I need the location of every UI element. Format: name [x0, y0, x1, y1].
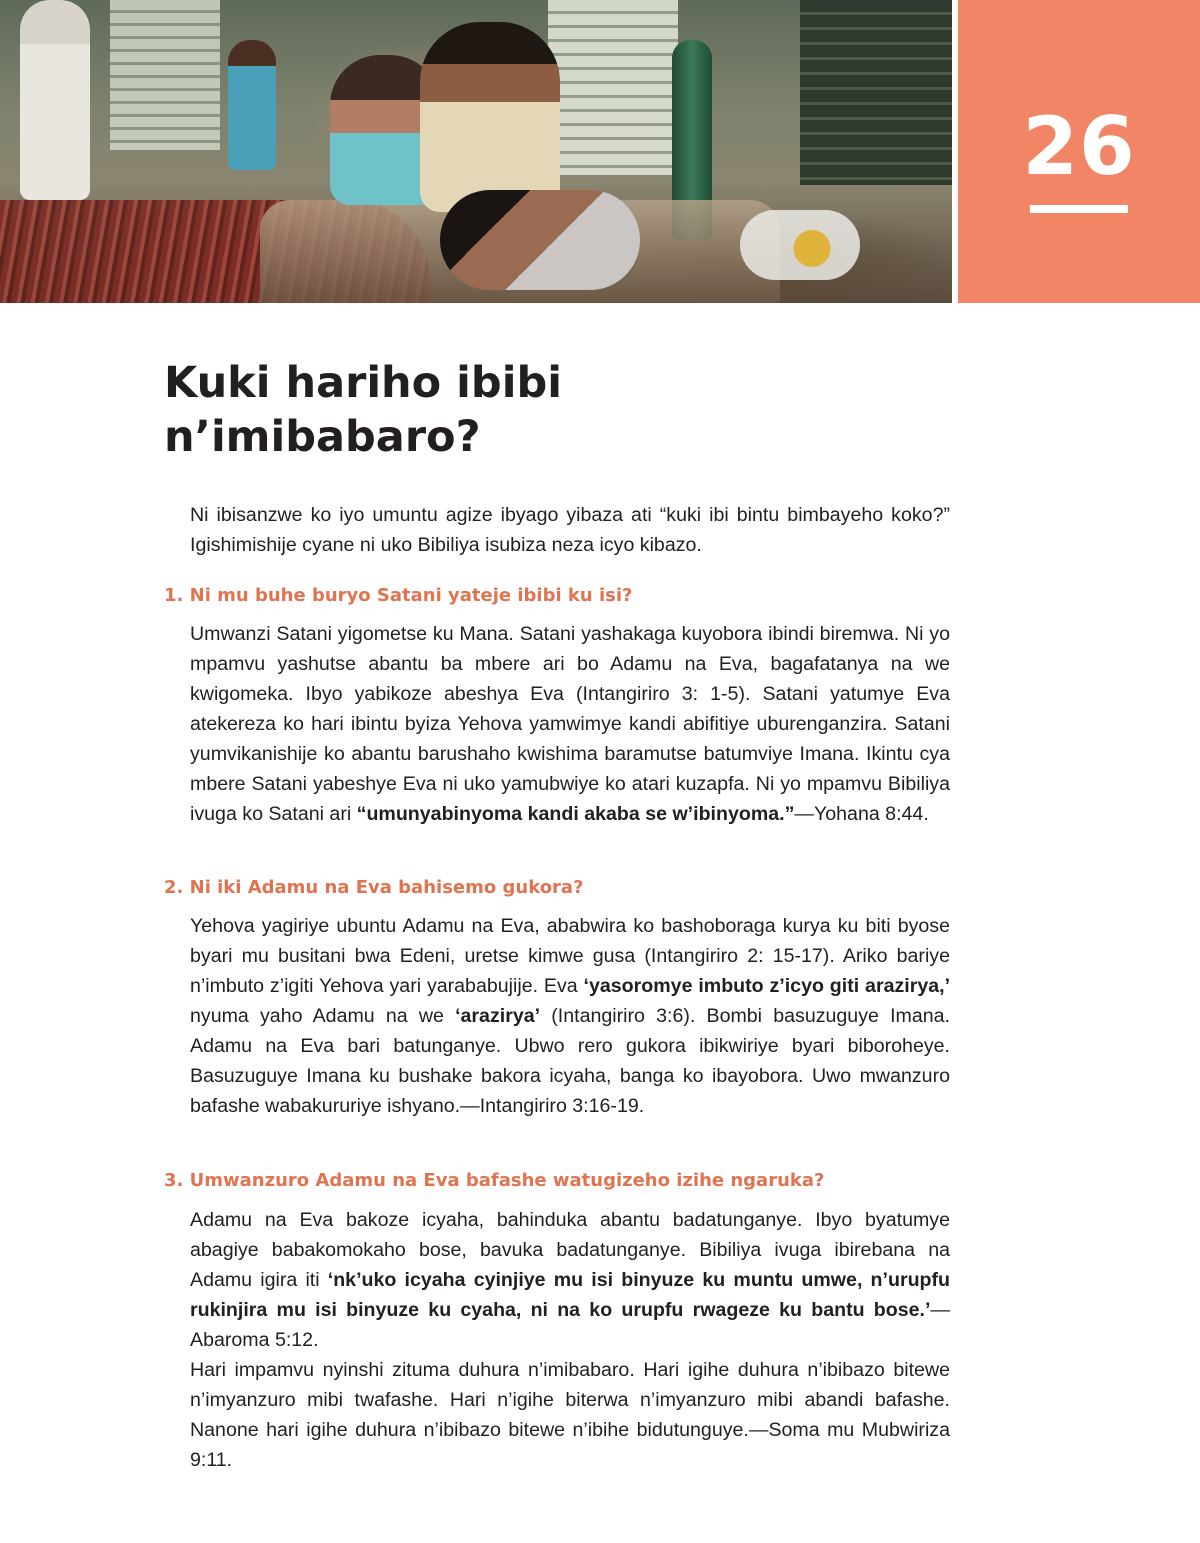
header-photo	[0, 0, 952, 303]
plastic-bag	[740, 210, 860, 280]
paragraph-text: Yehova yagiriye ubuntu Adamu na Eva, ababwira ko bashoboraga kurya ku biti byose byari mu busitani bwa Edeni, uretse kimwe gusa (Intangiriro 2: 15-17). Ariko bariye n’imbuto z’igiti Yehova yari yarababujije. Eva	[190, 915, 950, 997]
section-2-paragraph	[190, 911, 950, 1121]
section-3-paragraph-1	[190, 1205, 950, 1355]
question-2-heading: 2. Ni iki Adamu na Eva bahisemo gukora?	[164, 877, 584, 898]
chapter-badge	[958, 0, 1200, 303]
paragraph-text: Umwanzi Satani yigometse ku Mana. Satani yashakaga kuyobora ibindi biremwa. Ni yo mpamvu yashutse abantu ba mbere ari bo Adamu na Eva, bagafatanya na we kwigomeka. Ibyo yabikoze abeshya Eva (Intangiriro 3: 1-5). Satani yatumye Eva atekereza ko hari ibintu byiza Yehova yamwimye kandi abifitiye uburenganzira. Satani yumvikanishije ko abantu barushaho kwishima baramutse batumviye Imana. Ikintu cya mbere Satani yabeshye Eva ni uko yamubwiye ko atari kuzapfa. Ni yo mpamvu Bibiliya ivuga ko Satani ari	[190, 623, 950, 825]
page-title-line-1: Kuki hariho ibibi	[164, 358, 562, 408]
window-shutter	[800, 0, 952, 185]
page-title-line-2: n’imibabaro?	[164, 412, 481, 462]
section-3-paragraph-2: Hari impamvu nyinshi zituma duhura n’imibabaro. Hari igihe duhura n’ibibazo bitewe n’imyanzuro mibi twafashe. Hari n’igihe biterwa n’imyanzuro mibi abandi bafashe. Nanone hari igihe duhura n’ibibazo bitewe n’ibihe bidutunguye.—Soma mu Mubwiriza 9:11.	[190, 1359, 950, 1471]
scripture-quote: ‘nk’uko icyaha cyinjiye mu isi binyuze ku muntu umwe, n’urupfu rukinjira mu isi binyuze ku cyaha, ni na ko urupfu rwageze ku bantu bose.’	[190, 1269, 950, 1321]
nurse-figure	[228, 40, 276, 170]
paragraph-text: nyuma yaho Adamu na we	[190, 1005, 456, 1027]
father-figure	[420, 22, 560, 212]
sick-child-figure	[440, 190, 640, 290]
scripture-quote: ‘arazirya’	[455, 1005, 541, 1027]
page-title	[164, 356, 864, 464]
paragraph-text: Adamu na Eva bakoze icyaha, bahinduka abantu badatunganye. Ibyo byatumye abagiye babakomokaho bose, bavuka badatunganye. Bibiliya ivuga ibirebana na Adamu igira iti	[190, 1209, 950, 1291]
chapter-underline	[1030, 205, 1128, 213]
scripture-quote: ‘yasoromye imbuto z’icyo giti arazirya,’	[583, 975, 951, 997]
chapter-number: 26	[1022, 100, 1136, 193]
question-3-heading: 3. Umwanzuro Adamu na Eva bafashe watugizeho izihe ngaruka?	[164, 1170, 825, 1191]
scripture-reference: —Abaroma 5:12.	[190, 1299, 950, 1351]
scripture-reference: —Yohana 8:44.	[794, 803, 929, 825]
section-1-paragraph	[190, 619, 950, 829]
intro-paragraph: Ni ibisanzwe ko iyo umuntu agize ibyago yibaza ati “kuki ibi bintu bimbayeho koko?” Igishimishije cyane ni uko Bibiliya isubiza neza icyo kibazo.	[190, 504, 950, 556]
scripture-quote: “umunyabinyoma kandi akaba se w’ibinyoma.”	[356, 803, 795, 825]
window-shutter	[548, 0, 678, 175]
doctor-figure	[20, 0, 90, 200]
window-shutter	[110, 0, 220, 150]
question-1-heading: 1. Ni mu buhe buryo Satani yateje ibibi ku isi?	[164, 585, 633, 606]
paragraph-text: (Intangiriro 3:6). Bombi basuzuguye Imana. Adamu na Eva bari batunganye. Ubwo rero gukora ibikwiriye byari biboroheye. Basuzuguye Imana ku bushake bakora icyaha, banga ko ibayobora. Uwo mwanzuro bafashe wabakururiye ishyano.—Intangiriro 3:16-19.	[190, 1005, 950, 1117]
